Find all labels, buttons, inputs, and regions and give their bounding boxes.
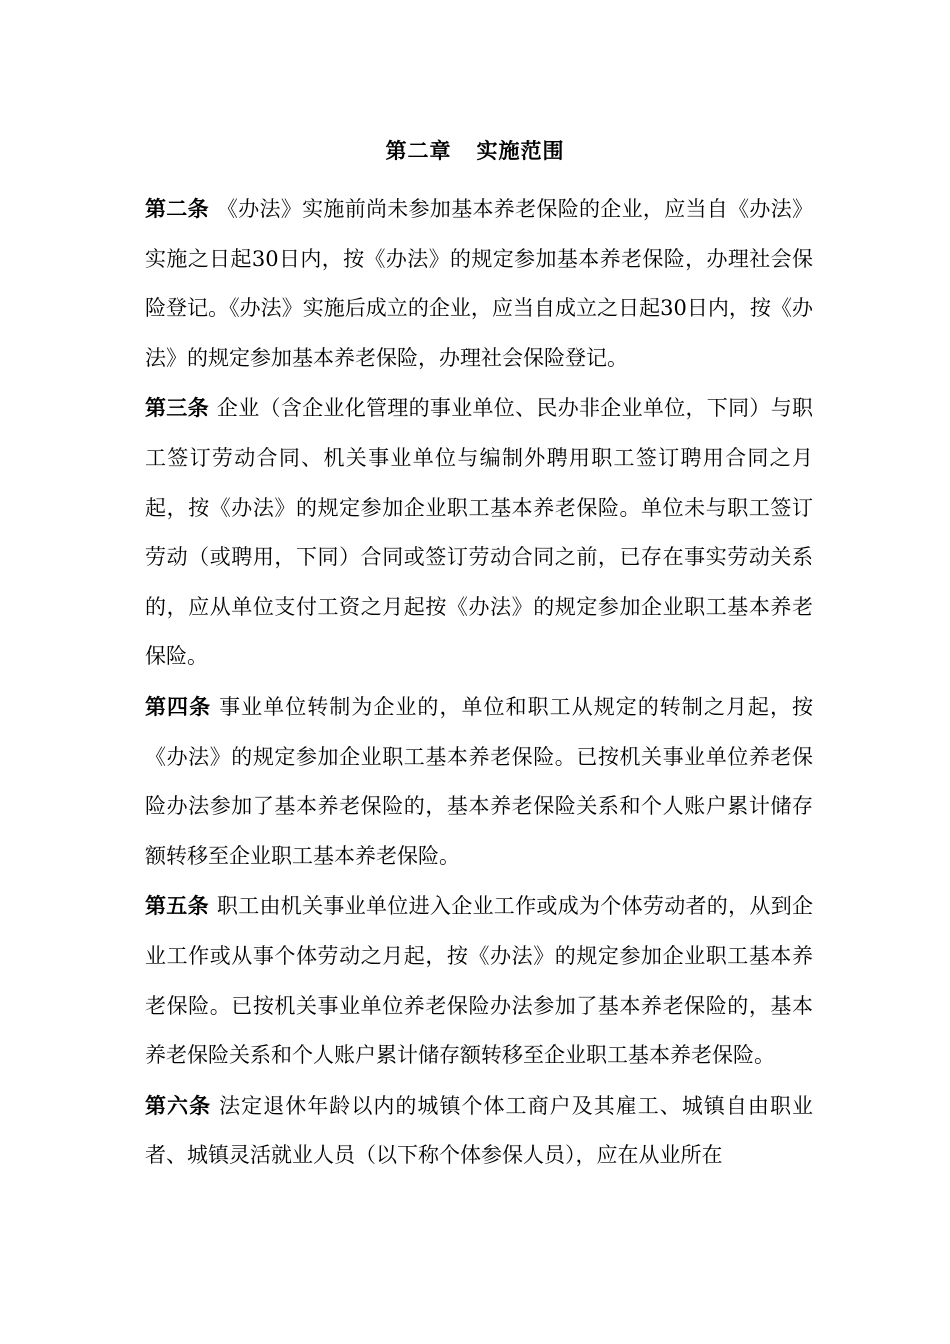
- chapter-title: 实施范围: [476, 138, 565, 163]
- article-text: 法定退休年龄以内的城镇个体工商户及其雇工、城镇自由职业者、城镇灵活就业人员（以下称个体参保人员），应在从业所在: [145, 1093, 814, 1168]
- article-2: [145, 184, 813, 383]
- article-text: 企业（含企业化管理的事业单位、民办非企业单位，下同）与职工签订劳动合同、机关事业单位与编制外聘用职工签订聘用合同之月起，按《办法》的规定参加企业职工基本养老保险。单位未与职工签订劳动（或聘用，下同）合同或签订劳动合同之前，已存在事实劳动关系的，应从单位支付工资之月起按《办法》的规定参加企业职工基本养老保险。: [145, 396, 814, 669]
- article-label: 第五条: [145, 893, 209, 919]
- article-label: 第二条: [145, 196, 209, 221]
- article-label: 第六条: [145, 1092, 212, 1118]
- article-text: 事业单位转制为企业的，单位和职工从规定的转制之月起，按《办法》的规定参加企业职工基本养老保险。已按机关事业单位养老保险办法参加了基本养老保险的，基本养老保险关系和个人账户累计储存额转移至企业职工基本养老保险。: [145, 694, 814, 868]
- article-text: 职工由机关事业单位进入企业工作或成为个体劳动者的，从到企业工作或从事个体劳动之月起，按《办法》的规定参加企业职工基本养老保险。已按机关事业单位养老保险办法参加了基本养老保险的，基本养老保险关系和个人账户累计储存额转移至企业职工基本养老保险。: [145, 894, 814, 1068]
- article-3: [145, 383, 813, 682]
- chapter-heading: [0, 134, 950, 168]
- article-5: [145, 881, 813, 1080]
- chapter-number: 第二章: [385, 138, 452, 163]
- article-6: [145, 1081, 813, 1181]
- article-label: 第四条: [145, 693, 212, 719]
- article-4: [145, 682, 813, 881]
- article-label: 第三条: [145, 395, 209, 421]
- article-text: 《办法》实施前尚未参加基本养老保险的企业，应当自《办法》实施之日起30日内，按《办法》的规定参加基本养老保险，办理社会保险登记。《办法》实施后成立的企业，应当自成立之日起30日内，按《办法》的规定参加基本养老保险，办理社会保险登记。: [145, 197, 814, 370]
- document-body: [145, 184, 813, 1181]
